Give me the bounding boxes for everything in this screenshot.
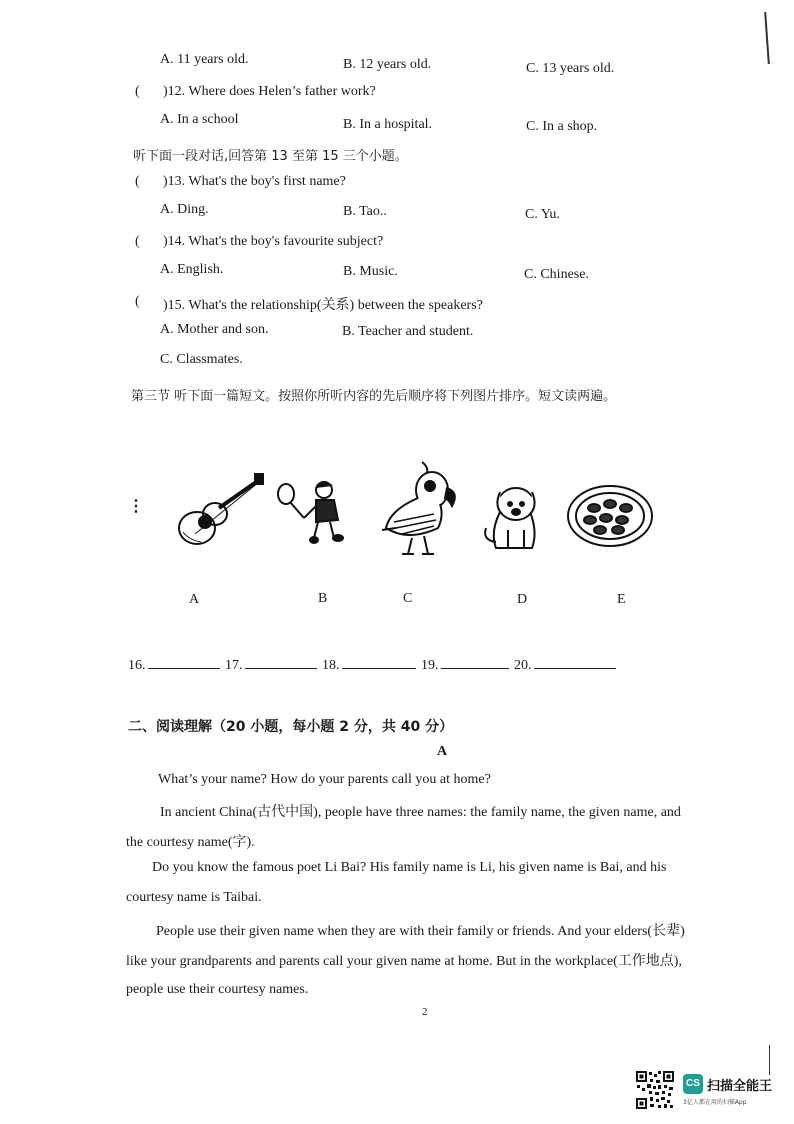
blank-label-18: 18. <box>322 658 340 673</box>
q11-option-a: A. 11 years old. <box>160 52 249 67</box>
blank-label-17: 17. <box>225 658 243 673</box>
passage-p1: What’s your name? How do your parents call you at home? <box>158 772 491 787</box>
picture-label-c: C <box>403 591 413 606</box>
blank-label-20: 20. <box>514 658 532 673</box>
q11-option-c: C. 13 years old. <box>526 61 615 76</box>
passage-p4-line2: like your grandparents and parents call your given name at home. But in the workplace(工作地点), <box>126 954 682 969</box>
picture-label-d: D <box>517 592 528 607</box>
q13-option-a: A. Ding. <box>160 202 209 217</box>
guitar-icon <box>175 472 267 552</box>
q12-paren: ( <box>135 84 140 99</box>
scan-edge-top <box>764 12 770 64</box>
side-dots: ⋮ <box>128 498 144 515</box>
q14-option-a: A. English. <box>160 262 224 277</box>
parrot-icon <box>378 458 464 562</box>
q14-option-c: C. Chinese. <box>524 267 589 282</box>
camscanner-logo-icon: CS <box>683 1074 703 1094</box>
passage-p3-line1: Do you know the famous poet Li Bai? His family name is Li, his given name is Bai, and his <box>152 860 667 875</box>
picture-label-a: A <box>189 592 200 607</box>
blank-label-16: 16. <box>128 658 146 673</box>
passage-p3-line2: courtesy name is Taibai. <box>126 890 262 905</box>
q12-option-b: B. In a hospital. <box>343 117 433 132</box>
answer-blanks-row <box>128 656 618 674</box>
answer-blank-19[interactable] <box>441 656 509 669</box>
q12-option-a: A. In a school <box>160 112 239 127</box>
page-number: 2 <box>422 1006 428 1018</box>
badminton-boy-icon <box>272 478 352 550</box>
q13-option-b: B. Tao.. <box>343 204 387 219</box>
q11-option-b: B. 12 years old. <box>343 57 432 72</box>
q14-stem: )14. What's the boy's favourite subject? <box>163 234 384 249</box>
answer-blank-16[interactable] <box>148 656 220 669</box>
blank-label-19: 19. <box>421 658 439 673</box>
q15-option-c: C. Classmates. <box>160 352 243 367</box>
camscanner-name: 扫描全能王 <box>707 1079 773 1094</box>
answer-blank-17[interactable] <box>245 656 317 669</box>
section3-instruction: 第三节 听下面一篇短文。按照你所听内容的先后顺序将下列图片排序。短文读两遍。 <box>131 389 617 404</box>
passage-p4-line1: People use their given name when they are with their family or friends. And your elders(长辈) <box>156 924 685 939</box>
q13-paren: ( <box>135 174 140 189</box>
picture-label-e: E <box>617 592 626 607</box>
answer-blank-20[interactable] <box>534 656 616 669</box>
q15-stem: )15. What's the relationship(关系) between the speakers? <box>163 298 483 313</box>
q13-stem: )13. What's the boy's first name? <box>163 174 346 189</box>
instruction-13-15: 听下面一段对话,回答第 13 至第 15 三个小题。 <box>133 149 408 164</box>
passage-p2-line1: In ancient China(古代中国), people have three names: the family name, the given name, and <box>160 805 681 820</box>
passage-title: A <box>437 744 448 759</box>
q15-option-a: A. Mother and son. <box>160 322 269 337</box>
q15-paren: ( <box>135 294 140 309</box>
picture-label-b: B <box>318 591 328 606</box>
q12-stem: )12. Where does Helen’s father work? <box>163 84 376 99</box>
answer-blank-18[interactable] <box>342 656 416 669</box>
q15-option-b: B. Teacher and student. <box>342 324 474 339</box>
scan-edge-bottom <box>769 1045 770 1075</box>
dumpling-plate-icon <box>566 484 654 550</box>
q12-option-c: C. In a shop. <box>526 119 598 134</box>
q14-paren: ( <box>135 234 140 249</box>
passage-p2-line2: the courtesy name(字). <box>126 835 255 850</box>
qr-code-icon <box>635 1070 675 1110</box>
passage-p4-line3: people use their courtesy names. <box>126 982 309 997</box>
q13-option-c: C. Yu. <box>525 207 560 222</box>
puppy-icon <box>480 482 550 558</box>
part2-heading: 二、阅读理解（20 小题，每小题 2 分，共 40 分） <box>128 719 454 735</box>
q14-option-b: B. Music. <box>343 264 398 279</box>
camscanner-tagline: 3亿人都在用的扫描App <box>683 1099 747 1106</box>
